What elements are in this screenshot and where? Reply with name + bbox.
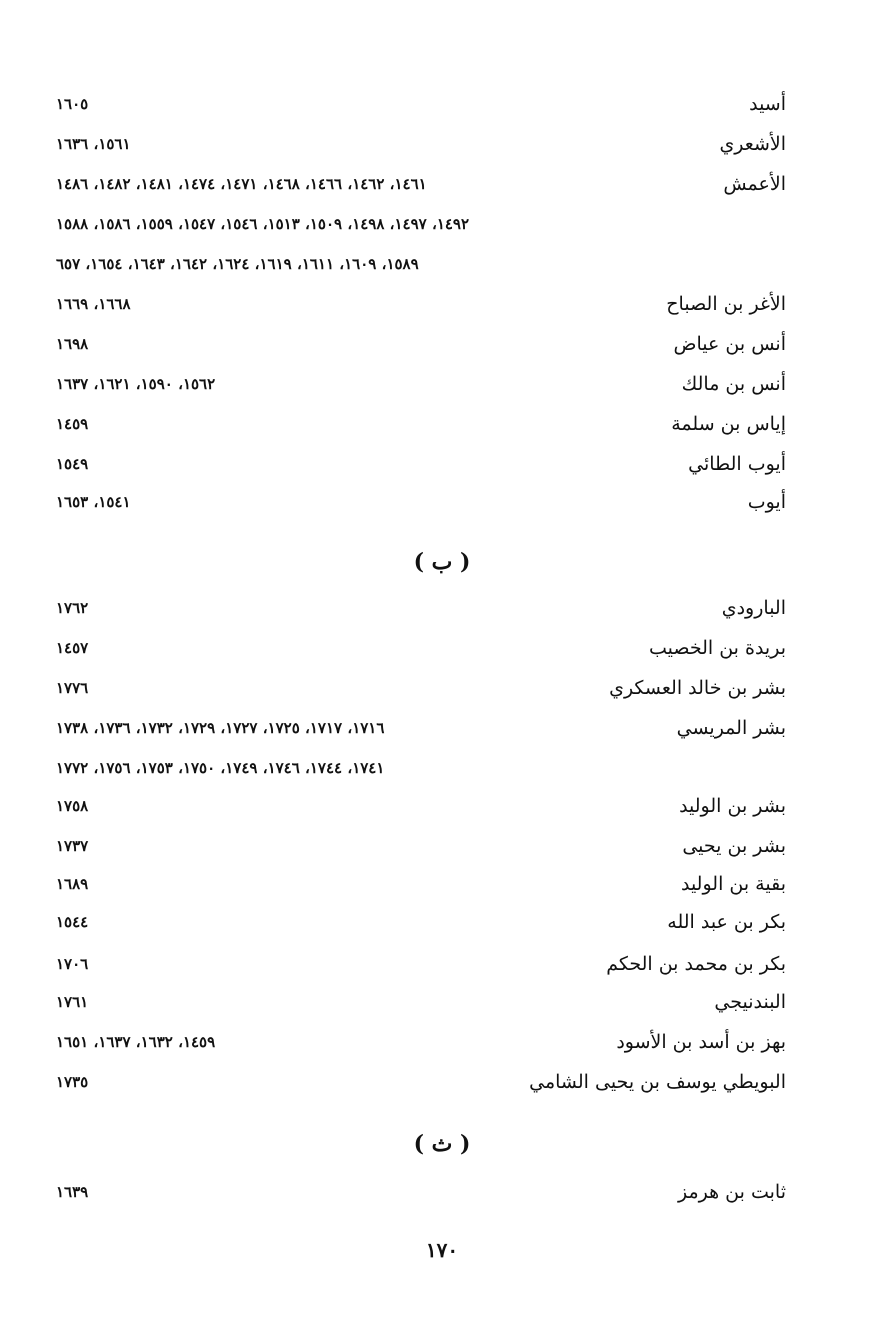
entry-refs: ١٦٦٨، ١٦٦٩: [56, 295, 131, 313]
index-entry: [56, 902, 786, 942]
entry-name: بكر بن محمد بن الحكم: [606, 953, 786, 975]
entry-refs: ١٧٠٦: [56, 955, 89, 973]
entry-name: بشر بن الوليد: [679, 795, 786, 817]
entry-refs: ١٧٣٥: [56, 1073, 89, 1091]
entry-name: البندنيجي: [714, 991, 786, 1013]
index-entry-continuation: [56, 244, 786, 284]
index-entry: [56, 404, 786, 444]
entry-refs: ١٤٥٩: [56, 415, 89, 433]
index-entry: [56, 364, 786, 404]
section-heading-ba: ( ب ): [413, 549, 471, 575]
index-entry: [56, 1172, 786, 1212]
entry-refs: ١٤٥٩، ١٦٣٢، ١٦٣٧، ١٦٥١: [56, 1033, 216, 1051]
index-entry: [56, 444, 786, 484]
entry-refs: ١٧١٦، ١٧١٧، ١٧٢٥، ١٧٢٧، ١٧٢٩، ١٧٣٢، ١٧٣٦، ١٧٣٨: [56, 719, 385, 737]
entry-name: بريدة بن الخصيب: [648, 637, 786, 659]
index-entry: [56, 786, 786, 826]
index-entry: [56, 124, 786, 164]
index-entry: [56, 482, 786, 522]
entry-name: البارودي: [721, 597, 786, 619]
entry-name: أنس بن عياض: [673, 333, 786, 355]
index-entry: [56, 944, 786, 984]
index-entry: [56, 628, 786, 668]
entry-name: الأغر بن الصباح: [666, 293, 786, 315]
entry-name: أيوب: [747, 491, 786, 513]
entry-name: بقية بن الوليد: [680, 873, 786, 895]
entry-refs: ١٧٥٨: [56, 797, 89, 815]
entry-refs: ١٦٠٥: [56, 95, 89, 113]
entry-name: بهز بن أسد بن الأسود: [616, 1031, 786, 1053]
section-heading-tha: ( ث ): [413, 1131, 471, 1157]
entry-refs: ١٥٤١، ١٦٥٣: [56, 493, 131, 511]
entry-name: إياس بن سلمة: [671, 413, 786, 435]
entry-refs: ١٤٩٢، ١٤٩٧، ١٤٩٨، ١٥٠٩، ١٥١٣، ١٥٤٦، ١٥٤٧، ١٥٥٩، ١٥٨٦، ١٥٨٨: [56, 215, 470, 233]
entry-refs: ١٦٩٨: [56, 335, 89, 353]
index-entry: [56, 284, 786, 324]
entry-refs: ١٦٨٩: [56, 875, 89, 893]
entry-refs: ١٥٦١، ١٦٣٦: [56, 135, 131, 153]
entry-name: بشر المريسي: [676, 717, 786, 739]
index-entry: [56, 668, 786, 708]
entry-refs: ١٤٥٧: [56, 639, 89, 657]
entry-name: أيوب الطائي: [688, 453, 786, 475]
entry-name: بشر بن يحيى: [682, 835, 786, 857]
entry-refs: ١٦٣٩: [56, 1183, 89, 1201]
entry-refs: ١٥٤٩: [56, 455, 89, 473]
entry-refs: ١٥٨٩، ١٦٠٩، ١٦١١، ١٦١٩، ١٦٢٤، ١٦٤٢، ١٦٤٣، ١٦٥٤، ٦٥٧: [56, 255, 419, 273]
entry-refs: ١٧٧٦: [56, 679, 89, 697]
index-entry: [56, 164, 786, 204]
index-entry: [56, 826, 786, 866]
entry-name: بشر بن خالد العسكري: [609, 677, 786, 699]
entry-name: أنس بن مالك: [681, 373, 786, 395]
index-entry: [56, 324, 786, 364]
entry-refs: ١٧٣٧: [56, 837, 89, 855]
index-entry-continuation: [56, 204, 786, 244]
entry-refs: ١٧٦١: [56, 993, 89, 1011]
index-entry: [56, 84, 786, 124]
index-entry: [56, 864, 786, 904]
entry-refs: ١٤٦١، ١٤٦٢، ١٤٦٦، ١٤٦٨، ١٤٧١، ١٤٧٤، ١٤٨١، ١٤٨٢، ١٤٨٦: [56, 175, 427, 193]
index-entry: [56, 708, 786, 748]
index-entry-continuation: [56, 748, 786, 788]
entry-name: أسيد: [749, 93, 786, 115]
index-entry: [56, 1022, 786, 1062]
entry-refs: ١٧٦٢: [56, 599, 89, 617]
entry-name: بكر بن عبد الله: [667, 911, 786, 933]
index-entry: [56, 982, 786, 1022]
entry-refs: ١٥٤٤: [56, 913, 89, 931]
entry-name: ثابت بن هرمز: [677, 1181, 786, 1203]
entry-name: الأشعري: [719, 133, 786, 155]
page-number: ١٧٠: [425, 1238, 459, 1262]
entry-refs: ١٥٦٢، ١٥٩٠، ١٦٢١، ١٦٣٧: [56, 375, 216, 393]
index-entry: [56, 1062, 786, 1102]
entry-refs: ١٧٤١، ١٧٤٤، ١٧٤٦، ١٧٤٩، ١٧٥٠، ١٧٥٣، ١٧٥٦، ١٧٧٢: [56, 759, 385, 777]
entry-name: الأعمش: [723, 173, 786, 195]
index-entry: [56, 588, 786, 628]
entry-name: البويطي يوسف بن يحيى الشامي: [529, 1071, 786, 1093]
